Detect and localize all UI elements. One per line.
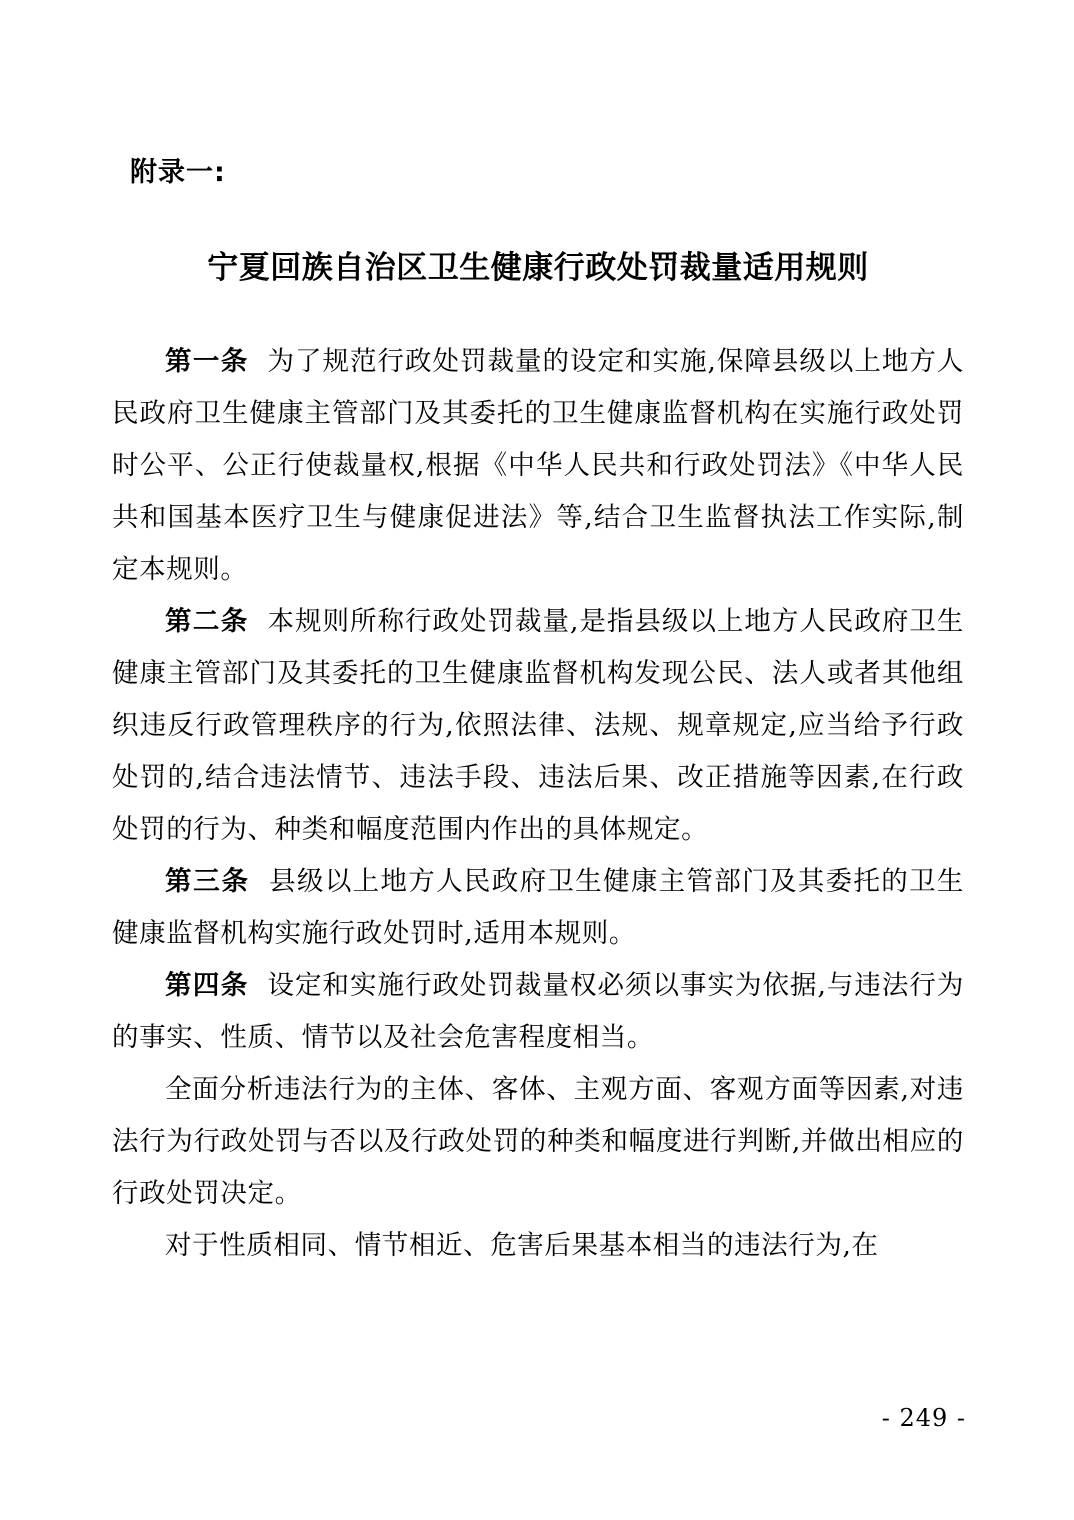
paragraph (112, 596, 964, 856)
paragraph (112, 856, 964, 960)
body-text (112, 336, 964, 1272)
paragraph-text: 本规则所称行政处罚裁量,是指县级以上地方人民政府卫生健康主管部门及其委托的卫生健康监督机构发现公民、法人或者其他组织违反行政管理秩序的行为,依照法律、法规、规章规定,应当给予行政处罚的,结合违法情节、违法手段、违法后果、改正措施等因素,在行政处罚的行为、种类和幅度范围内作出的具体规定。 (112, 606, 964, 846)
paragraph (112, 960, 964, 1064)
appendix-label: 附录一: (130, 157, 226, 188)
article-number: 第一条 (165, 346, 249, 378)
paragraph (112, 336, 964, 596)
article-number: 第四条 (165, 970, 249, 1002)
article-number: 第三条 (165, 866, 250, 898)
paragraph-text: 对于性质相同、情节相近、危害后果基本相当的违法行为,在 (165, 1230, 879, 1262)
article-number: 第二条 (165, 606, 249, 638)
document-content (112, 150, 964, 1272)
paragraph-text: 为了规范行政处罚裁量的设定和实施,保障县级以上地方人民政府卫生健康主管部门及其委托的卫生健康监督机构在实施行政处罚时公平、公正行使裁量权,根据《中华人民共和行政处罚法》《中华人民共和国基本医疗卫生与健康促进法》等,结合卫生监督执法工作实际,制定本规则。 (112, 346, 964, 586)
paragraph-text: 全面分析违法行为的主体、客体、主观方面、客观方面等因素,对违法行为行政处罚与否以及行政处罚的种类和幅度进行判断,并做出相应的行政处罚决定。 (112, 1074, 964, 1210)
paragraph-text: 设定和实施行政处罚裁量权必须以事实为依据,与违法行为的事实、性质、情节以及社会危害程度相当。 (112, 970, 964, 1054)
page-title: 宁夏回族自治区卫生健康行政处罚裁量适用规则 (207, 250, 869, 286)
page-number: - 249 - (881, 1404, 966, 1432)
paragraph (112, 1064, 964, 1220)
paragraph-text: 县级以上地方人民政府卫生健康主管部门及其委托的卫生健康监督机构实施行政处罚时,适用本规则。 (112, 866, 964, 950)
paragraph (112, 1220, 964, 1272)
